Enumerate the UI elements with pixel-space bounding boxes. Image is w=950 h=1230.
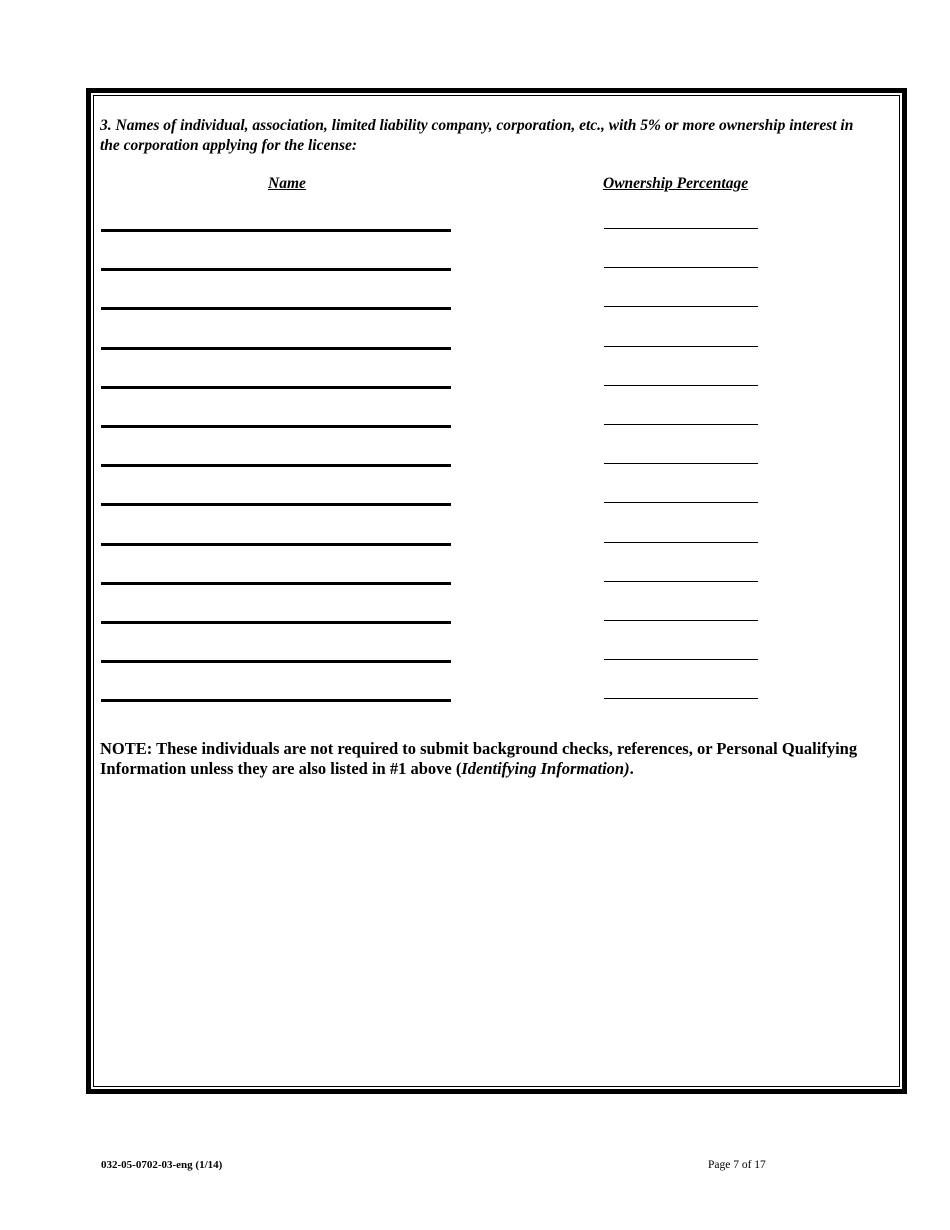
name-field-line[interactable] xyxy=(101,268,451,271)
percentage-field-line[interactable] xyxy=(604,581,758,582)
name-field-line[interactable] xyxy=(101,660,451,663)
percentage-field-line[interactable] xyxy=(604,346,758,347)
name-field-line[interactable] xyxy=(101,699,451,702)
name-field-line[interactable] xyxy=(101,425,451,428)
percentage-field-line[interactable] xyxy=(604,424,758,425)
percentage-field-line[interactable] xyxy=(604,698,758,699)
percentage-field-line[interactable] xyxy=(604,463,758,464)
form-border xyxy=(86,88,907,1094)
question-text: 3. Names of individual, association, limited liability company, corporation, etc., with 5% or more ownership interest in the corporation applying for the license: xyxy=(100,117,854,154)
name-field-line[interactable] xyxy=(101,307,451,310)
name-field-line[interactable] xyxy=(101,464,451,467)
name-column-header: Name xyxy=(268,175,306,192)
name-field-line[interactable] xyxy=(101,229,451,232)
note-reference: Identifying Information) xyxy=(461,759,630,778)
page-number: Page 7 of 17 xyxy=(708,1159,766,1171)
form-code: 032-05-0702-03-eng (1/14) xyxy=(101,1159,223,1171)
name-field-line[interactable] xyxy=(101,582,451,585)
percentage-field-line[interactable] xyxy=(604,267,758,268)
percentage-field-line[interactable] xyxy=(604,659,758,660)
percentage-field-line[interactable] xyxy=(604,502,758,503)
name-field-line[interactable] xyxy=(101,386,451,389)
name-field-line[interactable] xyxy=(101,347,451,350)
percentage-field-line[interactable] xyxy=(604,620,758,621)
percentage-field-line[interactable] xyxy=(604,385,758,386)
note-text xyxy=(100,739,870,779)
name-field-line[interactable] xyxy=(101,503,451,506)
name-field-line[interactable] xyxy=(101,543,451,546)
percentage-field-line[interactable] xyxy=(604,306,758,307)
form-border-inner xyxy=(93,95,900,1087)
percentage-column-header: Ownership Percentage xyxy=(603,175,749,192)
percentage-field-line[interactable] xyxy=(604,228,758,229)
name-field-line[interactable] xyxy=(101,621,451,624)
note-prefix: NOTE: These individuals are not required to submit background checks, references, or Personal Qualifying Information unless they are also listed in #1 above ( xyxy=(100,739,858,778)
note-suffix: . xyxy=(629,759,634,778)
percentage-field-line[interactable] xyxy=(604,542,758,543)
